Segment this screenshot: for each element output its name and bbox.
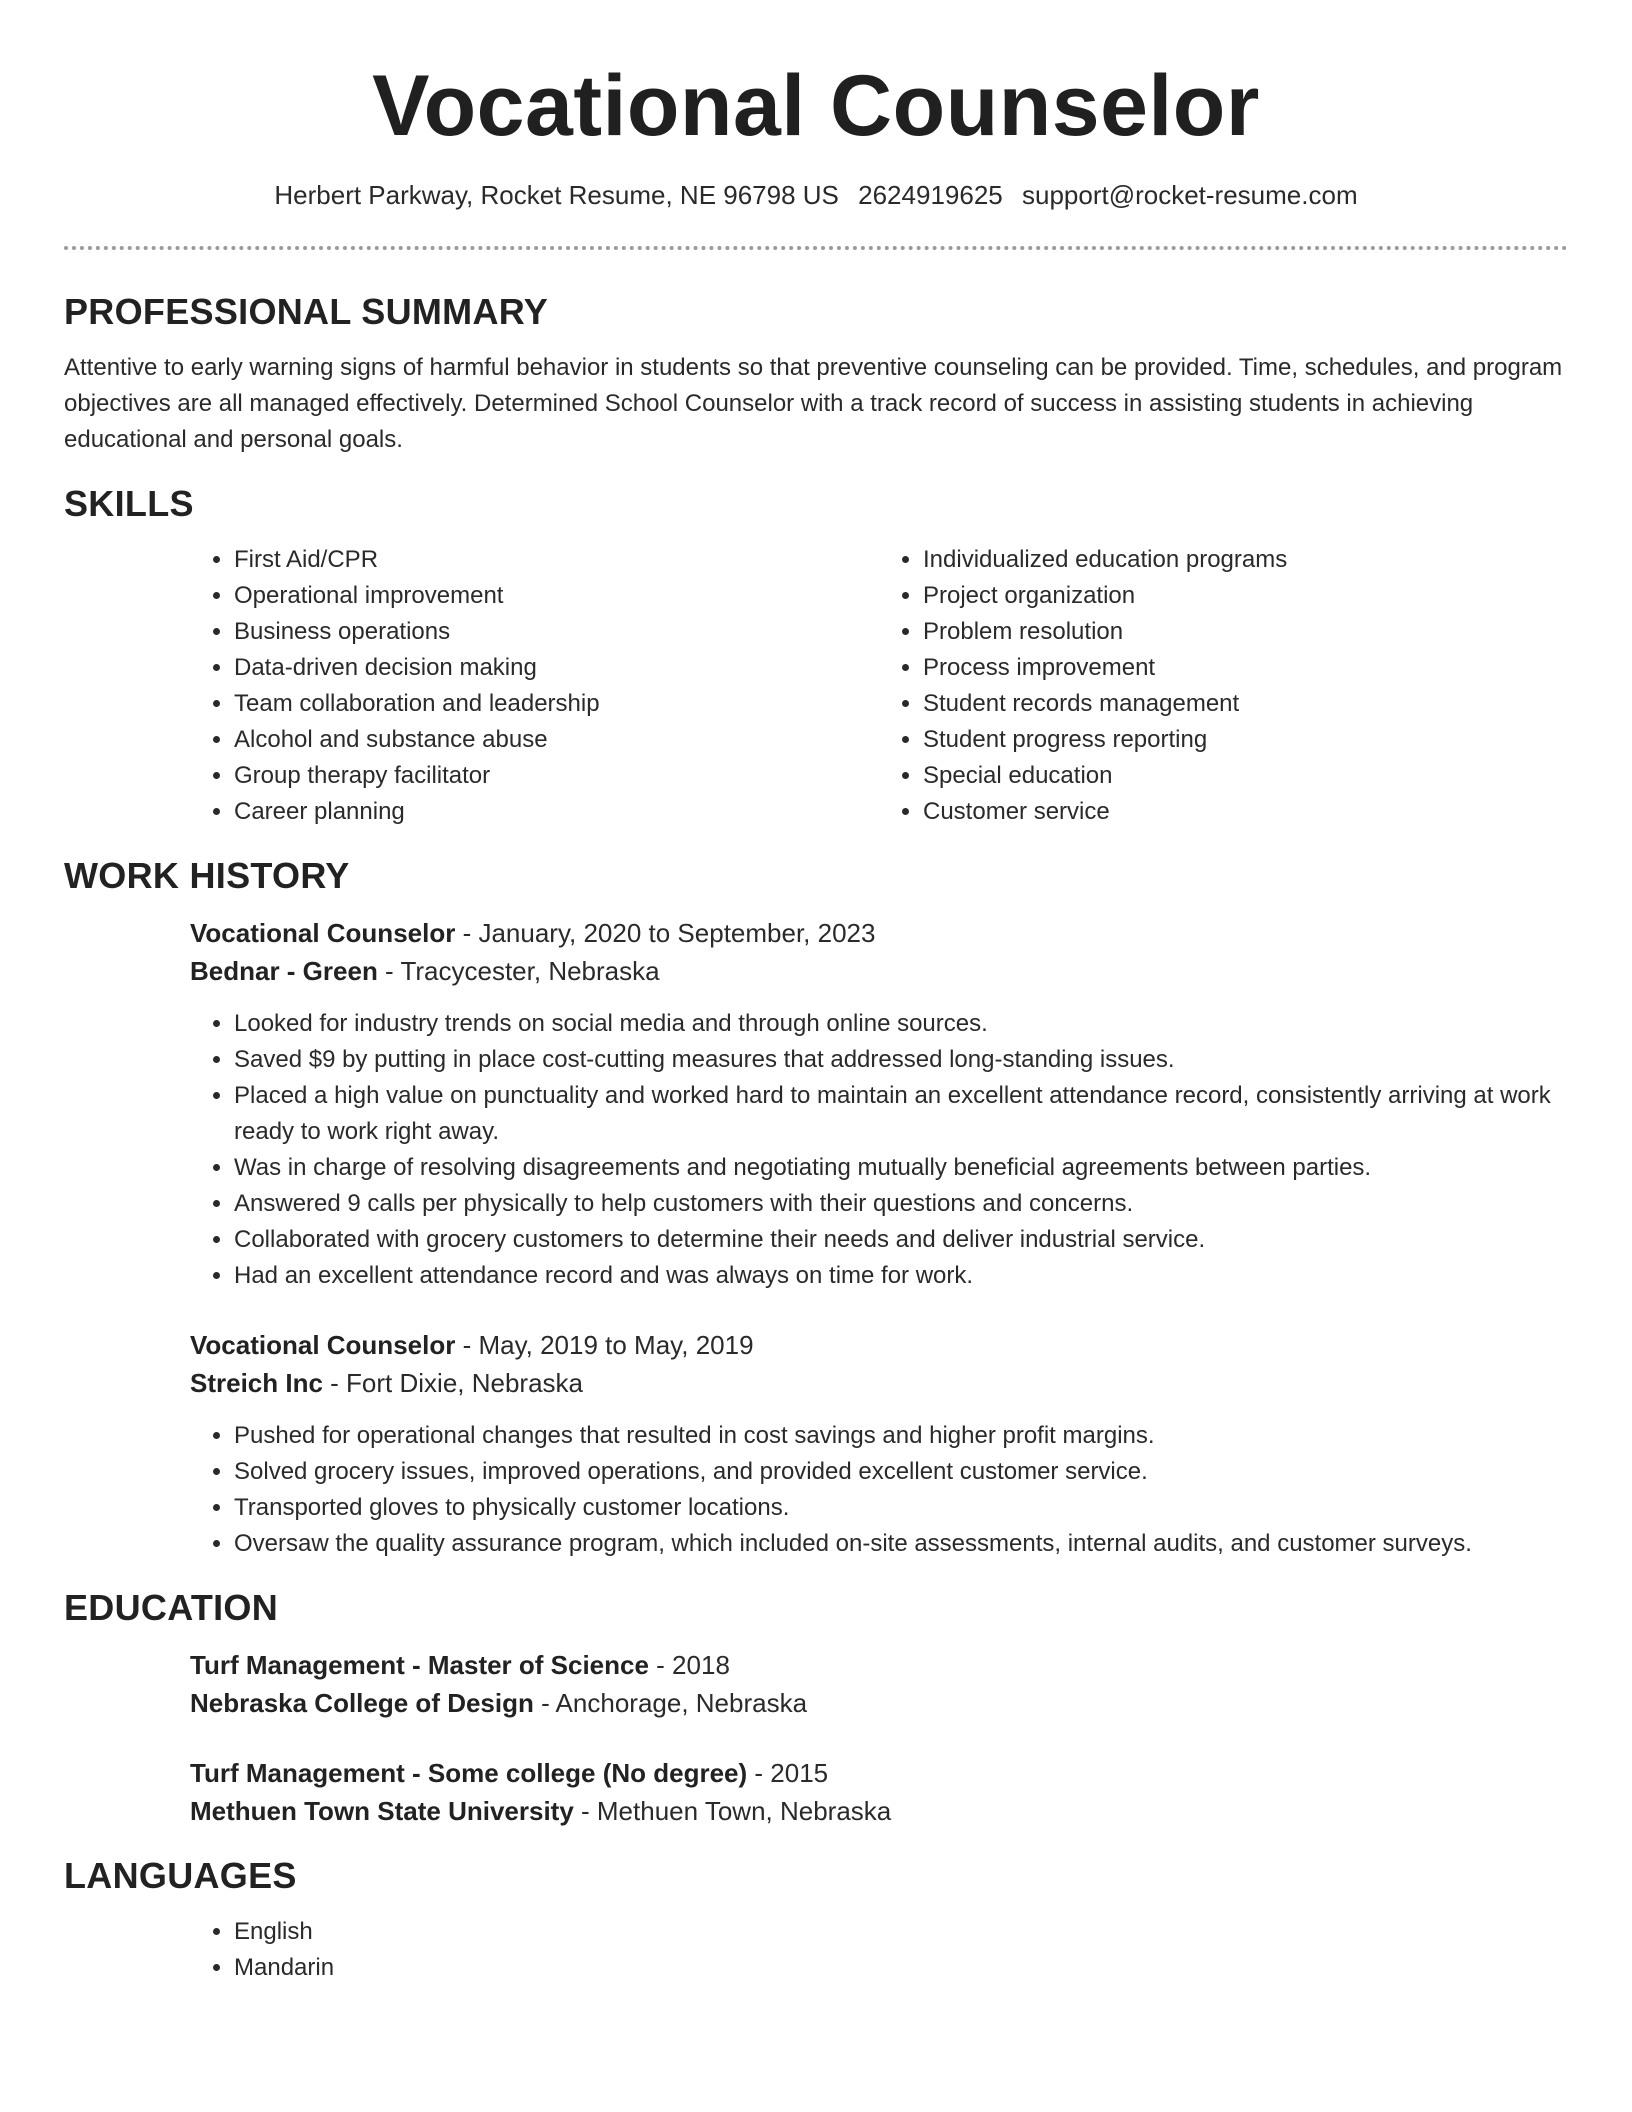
education-location: - Methuen Town, Nebraska (573, 1796, 892, 1826)
resume-title: Vocational Counselor (372, 58, 1260, 154)
education-entry (190, 1646, 1568, 1722)
language-item: • English (234, 1914, 1568, 1950)
work-heading: WORK HISTORY (64, 855, 350, 896)
contact-phone: 2624919625 (858, 180, 1003, 210)
job-title: Vocational Counselor (190, 1330, 456, 1360)
job-company-line (190, 952, 1568, 990)
skill-item: • Career planning (234, 794, 879, 830)
summary-text: Attentive to early warning signs of harmful behavior in students so that preventive counseling can be provided. Time, schedules, and program objectives are all managed effectively. Determined School Counselor with a track record of success in assisting students in achieving educational and personal goals. (64, 354, 1563, 453)
job-bullet: • Was in charge of resolving disagreements and negotiating mutually beneficial agreements between parties. (234, 1150, 1568, 1186)
job-location: - Fort Dixie, Nebraska (322, 1368, 584, 1398)
job-company: Streich Inc (190, 1368, 323, 1398)
skill-item: • First Aid/CPR (234, 542, 879, 578)
education-degree-line (190, 1754, 1568, 1792)
skills-list (190, 542, 1568, 830)
education-degree: Turf Management - Some college (No degree) (190, 1758, 748, 1788)
job-location: - Tracycester, Nebraska (377, 956, 660, 986)
job-bullets (190, 1006, 1568, 1294)
skill-item: • Customer service (923, 794, 1568, 830)
job-bullet: • Saved $9 by putting in place cost-cutting measures that addressed long-standing issues. (234, 1042, 1568, 1078)
skill-item: • Operational improvement (234, 578, 879, 614)
summary-heading: PROFESSIONAL SUMMARY (64, 291, 549, 332)
skill-item: • Group therapy facilitator (234, 758, 879, 794)
job-title: Vocational Counselor (190, 918, 456, 948)
job-bullet: • Collaborated with grocery customers to determine their needs and deliver industrial service. (234, 1222, 1568, 1258)
skill-item: • Data-driven decision making (234, 650, 879, 686)
job-bullet: • Pushed for operational changes that resulted in cost savings and higher profit margins. (234, 1418, 1568, 1454)
education-school: Nebraska College of Design (190, 1688, 534, 1718)
education-entry (190, 1754, 1568, 1830)
skill-item: • Alcohol and substance abuse (234, 722, 879, 758)
education-school: Methuen Town State University (190, 1796, 574, 1826)
job-dates: - January, 2020 to September, 2023 (455, 918, 876, 948)
education-degree-line (190, 1646, 1568, 1684)
job-entry (190, 914, 1568, 1294)
job-bullet: • Had an excellent attendance record and was always on time for work. (234, 1258, 1568, 1294)
skill-item: • Problem resolution (923, 614, 1568, 650)
job-title-line (190, 1326, 1568, 1364)
job-bullet: • Looked for industry trends on social media and through online sources. (234, 1006, 1568, 1042)
job-bullet: • Transported gloves to physically customer locations. (234, 1490, 1568, 1526)
contact-email: support@rocket-resume.com (1021, 180, 1358, 210)
job-title-line (190, 914, 1568, 952)
education-school-line (190, 1684, 1568, 1722)
education-heading: EDUCATION (64, 1587, 279, 1628)
job-dates: - May, 2019 to May, 2019 (455, 1330, 754, 1360)
skill-item: • Business operations (234, 614, 879, 650)
skill-item: • Special education (923, 758, 1568, 794)
skill-item: • Student records management (923, 686, 1568, 722)
languages-heading: LANGUAGES (64, 1855, 297, 1896)
languages-list (190, 1914, 1568, 1986)
education-location: - Anchorage, Nebraska (533, 1688, 808, 1718)
skills-column-left (190, 542, 879, 830)
contact-address: Herbert Parkway, Rocket Resume, NE 96798 US (274, 180, 839, 210)
job-bullet: • Answered 9 calls per physically to help customers with their questions and concerns. (234, 1186, 1568, 1222)
education-degree: Turf Management - Master of Science (190, 1650, 649, 1680)
skill-item: • Team collaboration and leadership (234, 686, 879, 722)
job-bullets (190, 1418, 1568, 1562)
skill-item: • Project organization (923, 578, 1568, 614)
job-company-line (190, 1364, 1568, 1402)
job-company: Bednar - Green (190, 956, 378, 986)
job-bullet: • Oversaw the quality assurance program, which included on-site assessments, internal audits, and customer surveys. (234, 1526, 1568, 1562)
language-item: • Mandarin (234, 1950, 1568, 1986)
skills-heading: SKILLS (64, 483, 194, 524)
skill-item: • Process improvement (923, 650, 1568, 686)
job-entry (190, 1326, 1568, 1562)
job-bullet: • Solved grocery issues, improved operations, and provided excellent customer service. (234, 1454, 1568, 1490)
education-year: - 2015 (747, 1758, 829, 1788)
job-bullet: • Placed a high value on punctuality and worked hard to maintain an excellent attendance record, consistently arriving at work ready to work right away. (234, 1078, 1568, 1150)
contact-line (64, 178, 1568, 212)
education-year: - 2018 (648, 1650, 730, 1680)
skill-item: • Individualized education programs (923, 542, 1568, 578)
skill-item: • Student progress reporting (923, 722, 1568, 758)
skills-column-right (879, 542, 1568, 830)
header-divider (64, 246, 1568, 250)
education-school-line (190, 1792, 1568, 1830)
